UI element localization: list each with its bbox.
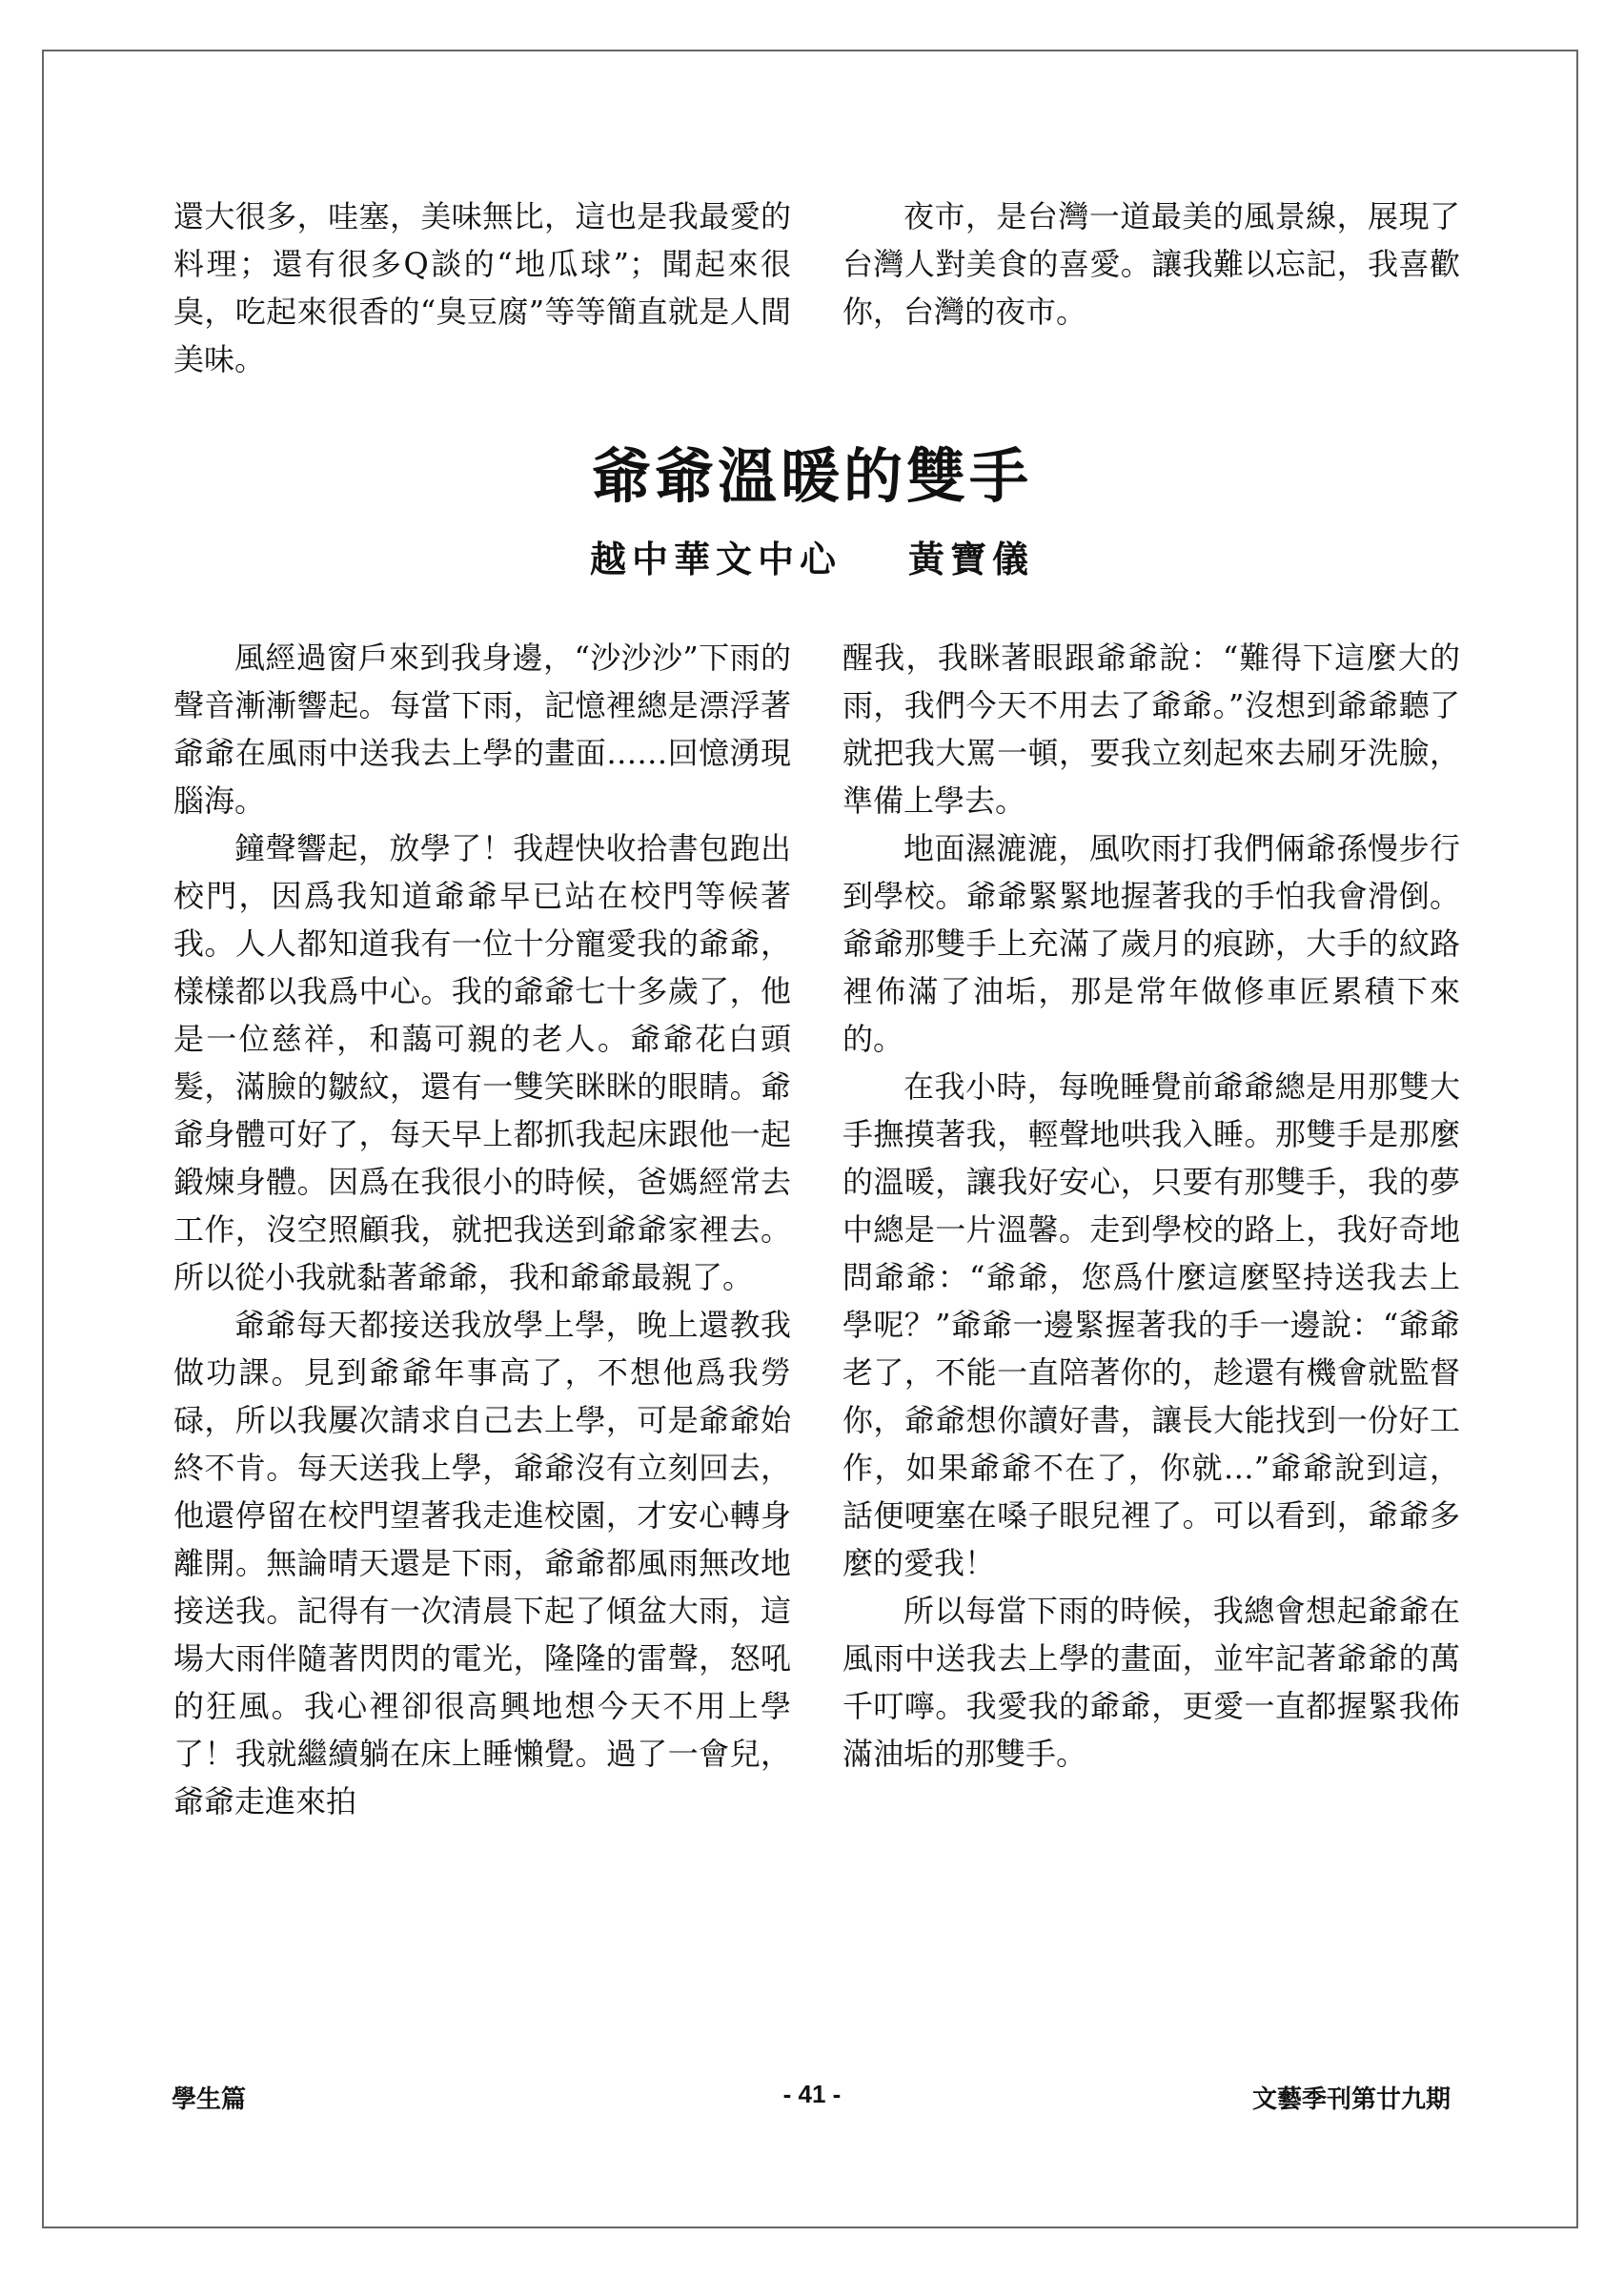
author-name: 黃寶儀 (908, 538, 1035, 580)
paragraph: 醒我，我眯著眼跟爺爺說：“難得下這麼大的雨，我們今天不用去了爺爺。”沒想到爺爺聽了就把我大罵一頓，要我立刻起來去刷牙洗臉，準備上學去。 (842, 640, 1460, 819)
footer-publication: 文藝季刊第廿九期 (1251, 2084, 1451, 2113)
paragraph: 所以每當下雨的時候，我總會想起爺爺在風雨中送我去上學的畫面，並牢記著爺爺的萬千叮嚀。我愛我的爺爺，更愛一直都握緊我佈滿油垢的那雙手。 (842, 1593, 1460, 1772)
paragraph: 夜市，是台灣一道最美的風景線，展現了台灣人對美食的喜愛。讓我難以忘記，我喜歡你，台灣的夜市。 (842, 198, 1460, 330)
author-school: 越中華文中心 (589, 538, 842, 580)
article-right-column (842, 634, 1460, 1778)
article-title: 爺爺溫暖的雙手 (591, 441, 1032, 511)
article-byline (0, 530, 1624, 582)
paragraph: 爺爺每天都接送我放學上學，晚上還教我做功課。見到爺爺年事高了，不想他爲我勞碌，所以我屢次請求自己去上學，可是爺爺始終不肯。每天送我上學，爺爺沒有立刻回去，他還停留在校門望著我走進校園，才安心轉身離開。無論晴天還是下雨，爺爺都風雨無改地接送我。記得有一次清晨下起了傾盆大雨，這場大雨伴隨著閃閃的電光，隆隆的雷聲，怒吼的狂風。我心裡卻很高興地想今天不用上學了！我就繼續躺在床上睡懶覺。過了一會兒，爺爺走進來拍 (173, 1307, 791, 1820)
footer-page-number: - 41 - (782, 2080, 842, 2108)
prev-article-left-column (173, 193, 791, 383)
footer-section: 學生篇 (172, 2084, 247, 2113)
paragraph: 風經過窗戶來到我身邊，“沙沙沙”下雨的聲音漸漸響起。每當下雨，記憶裡總是漂浮著爺爺在風雨中送我去上學的畫面……回憶湧現腦海。 (173, 640, 791, 819)
prev-article-right-column (842, 193, 1460, 335)
paragraph: 鐘聲響起，放學了！我趕快收拾書包跑出校門，因爲我知道爺爺早已站在校門等候著我。人人都知道我有一位十分寵愛我的爺爺，樣樣都以我爲中心。我的爺爺七十多歲了，他是一位慈祥，和藹可親的老人。爺爺花白頭髮，滿臉的皺紋，還有一雙笑眯眯的眼睛。爺爺身體可好了，每天早上都抓我起床跟他一起鍛煉身體。因爲在我很小的時候，爸媽經常去工作，沒空照顧我，就把我送到爺爺家裡去。所以從小我就黏著爺爺，我和爺爺最親了。 (173, 830, 791, 1295)
paragraph: 地面濕漉漉，風吹雨打我們倆爺孫慢步行到學校。爺爺緊緊地握著我的手怕我會滑倒。爺爺那雙手上充滿了歲月的痕跡，大手的紋路裡佈滿了油垢，那是常年做修車匠累積下來的。 (842, 830, 1460, 1057)
paragraph: 在我小時，每晚睡覺前爺爺總是用那雙大手撫摸著我，輕聲地哄我入睡。那雙手是那麼的溫暖，讓我好安心，只要有那雙手，我的夢中總是一片溫馨。走到學校的路上，我好奇地問爺爺：“爺爺，您爲什麼這麼堅持送我去上學呢？”爺爺一邊緊握著我的手一邊說：“爺爺老了，不能一直陪著你的，趁還有機會就監督你，爺爺想你讀好書，讓長大能找到一份好工作，如果爺爺不在了，你就…”爺爺說到這，話便哽塞在嗓子眼兒裡了。可以看到，爺爺多麼的愛我！ (842, 1068, 1460, 1581)
paragraph: 還大很多，哇塞，美味無比，這也是我最愛的料理；還有很多Q談的“地瓜球”；聞起來很臭，吃起來很香的“臭豆腐”等等簡直就是人間美味。 (173, 198, 791, 377)
article-left-column (173, 634, 791, 1825)
